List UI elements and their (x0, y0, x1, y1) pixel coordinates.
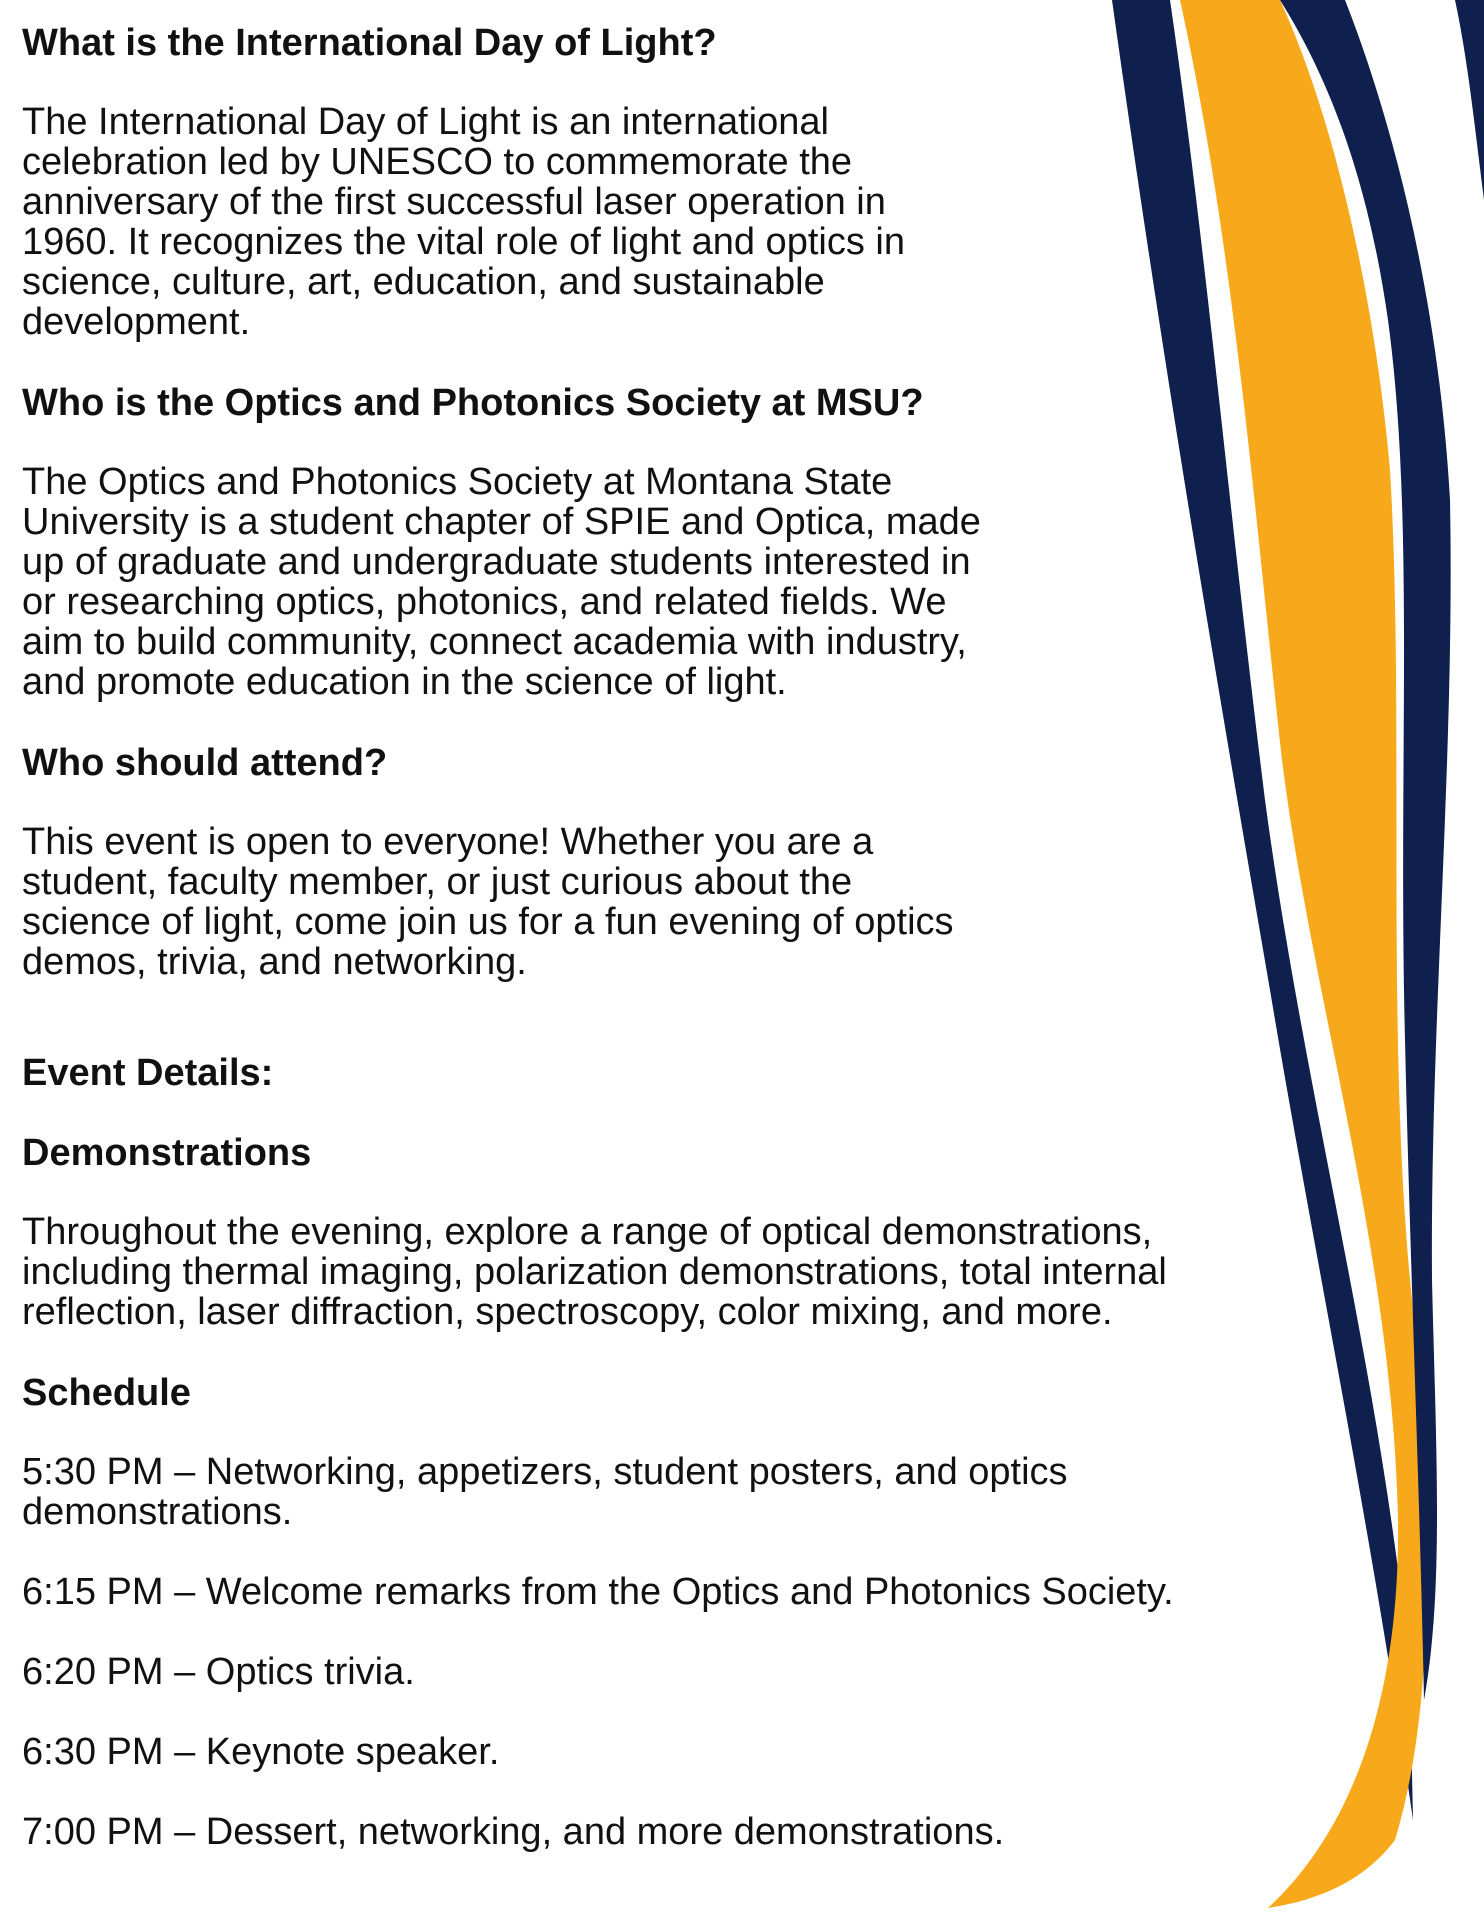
schedule-item: 6:15 PM – Welcome remarks from the Optics and Photonics Society. (22, 1571, 1174, 1613)
schedule-item: 5:30 PM – Networking, appetizers, student posters, and optics demonstrations. (22, 1451, 1068, 1533)
paragraph-demonstrations: Throughout the evening, explore a range of optical demonstrations, including thermal imaging, polarization demonstrations, total internal reflection, laser diffraction, spectroscopy, color mixing, and more. (22, 1211, 1167, 1333)
heading-schedule: Schedule (22, 1372, 191, 1414)
paragraph-who-should-attend: This event is open to everyone! Whether you are a student, faculty member, or just curious about the science of light, come join us for a fun evening of optics demos, trivia, and networking. (22, 821, 954, 983)
heading-society: Who is the Optics and Photonics Society at MSU? (22, 382, 924, 424)
heading-demonstrations: Demonstrations (22, 1132, 312, 1174)
schedule-item: 7:00 PM – Dessert, networking, and more demonstrations. (22, 1811, 1005, 1853)
paragraph-day-of-light: The International Day of Light is an international celebration led by UNESCO to commemorate the anniversary of the first successful laser operation in 1960. It recognizes the vital role of light and optics in science, culture, art, education, and sustainable development. (22, 101, 905, 343)
heading-day-of-light: What is the International Day of Light? (22, 22, 717, 64)
schedule-item: 6:30 PM – Keynote speaker. (22, 1731, 500, 1773)
schedule-item: 6:20 PM – Optics trivia. (22, 1651, 415, 1693)
heading-event-details: Event Details: (22, 1052, 274, 1094)
heading-who-should-attend: Who should attend? (22, 742, 388, 784)
navy-right-edge (1455, 0, 1484, 200)
paragraph-society: The Optics and Photonics Society at Montana State University is a student chapter of SPIE and Optica, made up of graduate and undergraduate students interested in or researching optics, photonics, and related fields. We aim to build community, connect academia with industry, and promote education in the science of light. (22, 461, 981, 703)
